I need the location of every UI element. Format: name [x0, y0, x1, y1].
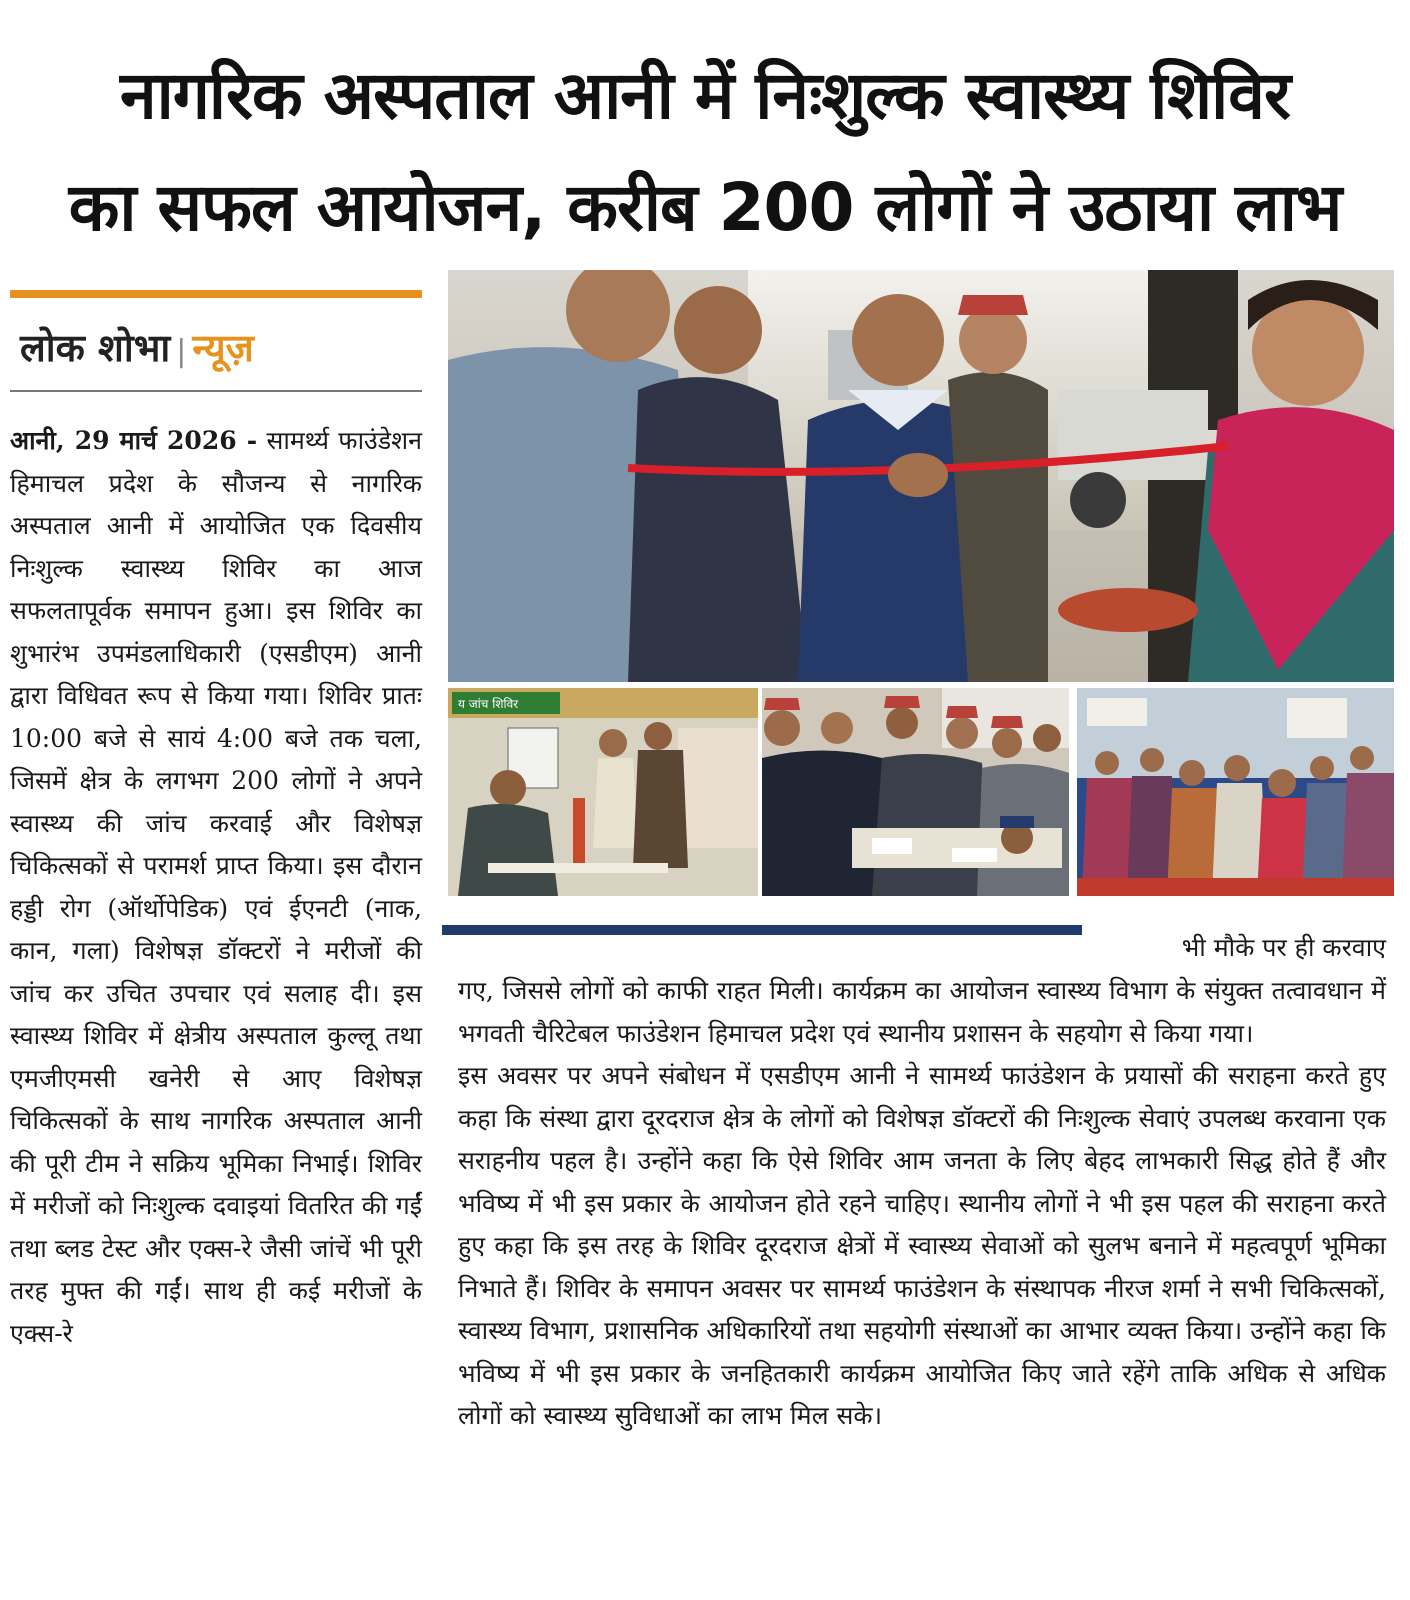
article-column-1	[10, 420, 422, 1355]
headline-line-1: नागरिक अस्पताल आनी में निःशुल्क स्वास्थ्य शिविर	[120, 57, 1290, 134]
article-paragraph-2: इस अवसर पर अपने संबोधन में एसडीएम आनी ने सामर्थ्य फाउंडेशन के प्रयासों की सराहना करते हुए कहा कि संस्था द्वारा दूरदराज क्षेत्र के लोगों को विशेषज्ञ डॉक्टरों की निःशुल्क सेवाएं उपलब्ध करवाना एक सराहनीय पहल है। उन्होंने कहा कि ऐसे शिविर आम जनता के लिए बेहद लाभकारी सिद्ध होते हैं और भविष्य में भी इस प्रकार के आयोजन होते रहने चाहिए। स्थानीय लोगों ने भी इस पहल की सराहना करते हुए कहा कि इस तरह के शिविर दूरदराज क्षेत्रों में स्वास्थ्य सेवाओं को सुलभ बनाने में महत्वपूर्ण भूमिका निभाते हैं। शिविर के समापन अवसर पर सामर्थ्य फाउंडेशन के संस्थापक नीरज शर्मा ने सभी चिकित्सकों, स्वास्थ्य विभाग, प्रशासनिक अधिकारियों तथा सहयोगी संस्थाओं का आभार व्यक्त किया। उन्होंने कहा कि भविष्य में भी इस प्रकार के जनहितकारी कार्यक्रम आयोजित किए जाते रहेंगे ताकि अधिक से अधिक लोगों को स्वास्थ्य सुविधाओं का लाभ मिल सके।	[458, 1061, 1386, 1430]
article-paragraph-1: गए, जिससे लोगों को काफी राहत मिली। कार्यक्रम का आयोजन स्वास्थ्य विभाग के संयुक्त तत्वावधान में भगवती चैरिटेबल फाउंडेशन हिमाचल प्रदेश एवं स्थानीय प्रशासन के सहयोग से किया गया।	[458, 976, 1386, 1048]
brand-separator: |	[176, 334, 187, 369]
blue-divider	[442, 925, 1082, 935]
headline-line-2: का सफल आयोजन, करीब 200 लोगों ने उठाया लाभ	[68, 169, 1342, 246]
article-continuation-line: भी मौके पर ही करवाए	[1181, 933, 1386, 962]
photo-collage	[448, 270, 1394, 896]
photo-patients-waiting	[1077, 688, 1394, 896]
photo-registration-desk	[762, 688, 1069, 896]
photo-ribbon-cutting	[448, 270, 1394, 682]
dateline: आनी, 29 मार्च 2026 -	[10, 426, 258, 455]
article-column-2	[458, 970, 1386, 1438]
banner-text: य जांच शिविर	[458, 697, 519, 711]
brand-logo	[20, 318, 254, 382]
article-text-col1: सामर्थ्य फाउंडेशन हिमाचल प्रदेश के सौजन्य से नागरिक अस्पताल आनी में आयोजित एक दिवसीय निःशुल्क स्वास्थ्य शिविर का आज सफलतापूर्वक समापन हुआ। इस शिविर का शुभारंभ उपमंडलाधिकारी (एसडीएम) आनी द्वारा विधिवत रूप से किया गया। शिविर प्रातः 10:00 बजे से सायं 4:00 बजे तक चला, जिसमें क्षेत्र के लगभग 200 लोगों ने अपने स्वास्थ्य की जांच करवाई और विशेषज्ञ चिकित्सकों से परामर्श प्राप्त किया। इस दौरान हड्डी रोग (ऑर्थोपेडिक) एवं ईएनटी (नाक, कान, गला) विशेषज्ञ डॉक्टरों ने मरीजों की जांच कर उचित उपचार एवं सलाह दी। इस स्वास्थ्य शिविर में क्षेत्रीय अस्पताल कुल्लू तथा एमजीएमसी खनेरी से आए विशेषज्ञ चिकित्सकों के साथ नागरिक अस्पताल आनी की पूरी टीम ने सक्रिय भूमिका निभाई। शिविर में मरीजों को निःशुल्क दवाइयां वितरित की गईं तथा ब्लड टेस्ट और एक्स-रे जैसी जांचें भी पूरी तरह मुफ्त की गईं। साथ ही कई मरीजों के एक्स-रे	[10, 426, 422, 1348]
brand-suffix: न्यूज़	[192, 326, 254, 370]
orange-divider	[10, 290, 422, 298]
brand-name: लोक शोभा	[20, 326, 171, 370]
headline	[20, 40, 1390, 264]
photo-doctor-consultation	[448, 688, 758, 896]
grey-divider	[10, 390, 422, 392]
